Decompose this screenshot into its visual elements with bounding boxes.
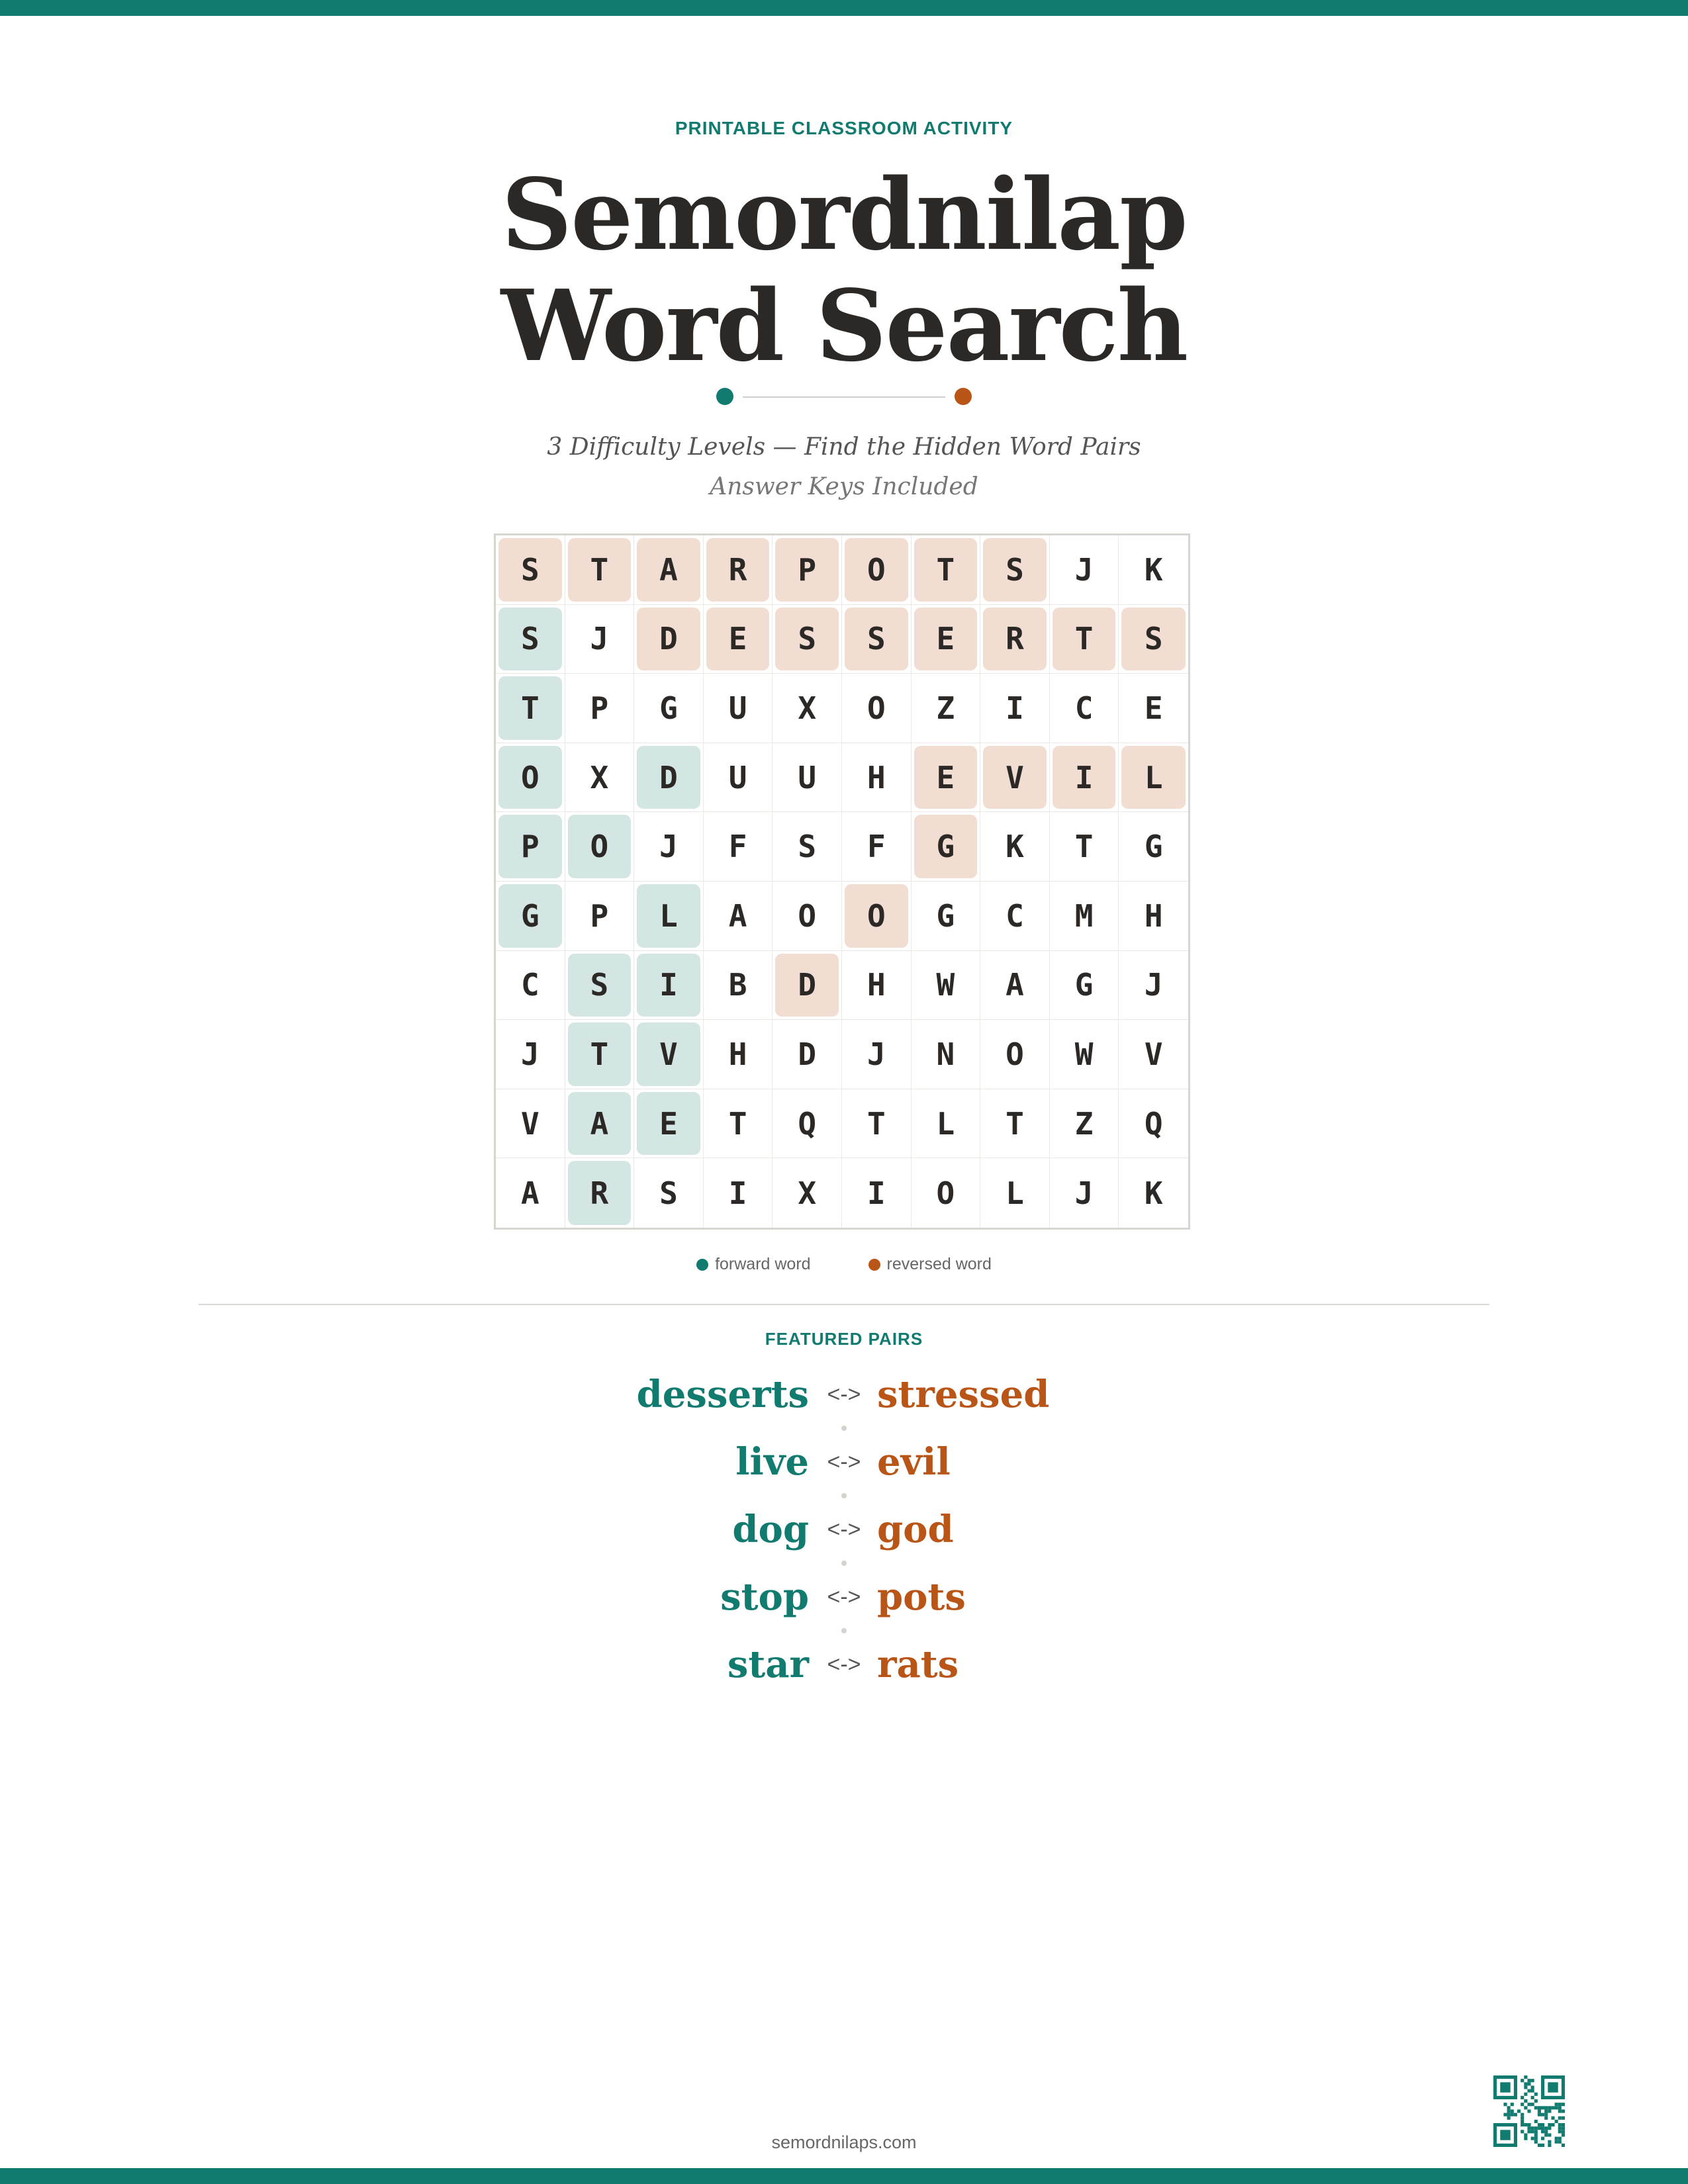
legend-reversed-label: reversed word: [886, 1255, 992, 1273]
grid-letter: L: [1144, 759, 1163, 796]
grid-cell: [496, 535, 565, 605]
grid-cell: [980, 743, 1050, 813]
grid-letter: I: [659, 967, 678, 1003]
pair-arrow: <->: [827, 1382, 861, 1407]
grid-letter: T: [728, 1105, 747, 1142]
grid-cell: [1119, 1089, 1188, 1159]
grid-cell: [634, 812, 704, 882]
grid-cell: [496, 951, 565, 1021]
grid-letter: L: [936, 1105, 955, 1142]
grid-cell: [634, 743, 704, 813]
grid-cell: [565, 1020, 635, 1089]
grid-cell: [634, 882, 704, 951]
grid-letter: V: [1006, 759, 1024, 796]
grid-cell: [842, 1158, 912, 1228]
grid-letter: P: [590, 897, 609, 934]
grid-letter: Z: [936, 690, 955, 726]
grid-cell: [565, 812, 635, 882]
grid-letter: I: [1074, 759, 1094, 796]
grid-cell: [1119, 743, 1188, 813]
grid-cell: [704, 535, 773, 605]
grid-cell: [704, 1158, 773, 1228]
grid-cell: [1119, 535, 1188, 605]
legend-reversed: [868, 1255, 992, 1274]
grid-cell: [634, 1158, 704, 1228]
grid-cell: [773, 812, 842, 882]
pairs-list: [0, 1365, 1688, 1702]
pair-separator-dot: [841, 1561, 847, 1566]
grid-cell: [1119, 1020, 1188, 1089]
grid-cell: [1119, 812, 1188, 882]
grid-letter: S: [798, 829, 817, 865]
grid-letter: U: [728, 759, 747, 796]
grid-cell: [842, 605, 912, 674]
grid-cell: [704, 882, 773, 951]
pair-reversed-word: pots: [877, 1575, 966, 1619]
grid-letter: V: [1144, 1036, 1163, 1072]
grid-cell: [565, 882, 635, 951]
grid-cell: [842, 743, 912, 813]
grid-cell: [704, 674, 773, 743]
grid-letter: L: [659, 897, 678, 934]
grid-cell: [634, 535, 704, 605]
grid-letter: U: [798, 759, 817, 796]
grid-letter: T: [520, 690, 539, 726]
grid-letter: E: [728, 621, 747, 657]
grid-cell: [773, 1158, 842, 1228]
grid-letter: I: [867, 1175, 886, 1211]
grid-cell: [773, 1089, 842, 1159]
grid-letter: T: [590, 551, 609, 588]
grid-cell: [842, 535, 912, 605]
grid-letter: E: [936, 621, 955, 657]
grid-cell: [773, 1020, 842, 1089]
grid-letter: P: [798, 551, 817, 588]
grid-letter: G: [520, 897, 539, 934]
grid-cell: [980, 812, 1050, 882]
grid-cell: [773, 535, 842, 605]
grid-cell: [704, 951, 773, 1021]
grid-cell: [980, 1020, 1050, 1089]
grid-letter: T: [1074, 829, 1094, 865]
grid-cell: [565, 605, 635, 674]
word-search-grid: [494, 533, 1190, 1230]
grid-cell: [1050, 951, 1119, 1021]
grid-letter: U: [728, 690, 747, 726]
grid-cell: [773, 882, 842, 951]
grid-cell: [773, 674, 842, 743]
eyebrow-label: PRINTABLE CLASSROOM ACTIVITY: [675, 118, 1013, 138]
grid-cell: [912, 743, 981, 813]
legend: [0, 1255, 1688, 1275]
grid-letter: X: [798, 690, 817, 726]
grid-cell: [634, 605, 704, 674]
grid-letter: Z: [1074, 1105, 1094, 1142]
pair-reversed-word: god: [877, 1508, 954, 1551]
pair-row: [0, 1567, 1688, 1635]
grid-cell: [496, 1158, 565, 1228]
grid-letter: N: [936, 1036, 955, 1072]
grid-letter: I: [728, 1175, 747, 1211]
legend-forward: [696, 1255, 811, 1274]
grid-letter: M: [1074, 897, 1094, 934]
grid-cell: [842, 1089, 912, 1159]
grid-cell: [980, 882, 1050, 951]
grid-letter: O: [590, 829, 609, 865]
grid-letter: H: [728, 1036, 747, 1072]
grid-letter: G: [936, 829, 955, 865]
grid-letter: S: [520, 551, 539, 588]
grid-letter: F: [728, 829, 747, 865]
grid-letter: J: [1074, 551, 1094, 588]
grid-letter: H: [867, 967, 886, 1003]
grid-cell: [496, 605, 565, 674]
pair-forward-word: live: [735, 1440, 809, 1484]
grid-cell: [912, 674, 981, 743]
legend-forward-label: forward word: [715, 1255, 811, 1273]
grid-letter: Q: [1144, 1105, 1163, 1142]
grid-cell: [1050, 535, 1119, 605]
top-color-band: [0, 0, 1688, 16]
section-divider: [199, 1304, 1489, 1305]
divider-line: [743, 396, 945, 398]
qr-code-icon: [1493, 2075, 1565, 2147]
grid-letter: P: [520, 829, 539, 865]
grid-cell: [704, 1089, 773, 1159]
grid-letter: C: [1074, 690, 1094, 726]
grid-cell: [496, 1020, 565, 1089]
subtitle: [0, 428, 1688, 507]
grid-cell: [842, 1020, 912, 1089]
grid-letter: X: [590, 759, 609, 796]
forward-dot-icon: [696, 1259, 708, 1271]
grid-letter: E: [659, 1105, 678, 1142]
grid-cell: [773, 743, 842, 813]
pair-separator-dot: [841, 1628, 847, 1633]
grid-letter: V: [520, 1105, 539, 1142]
title-line-2: Word Search: [500, 268, 1188, 383]
grid-cell: [565, 535, 635, 605]
grid-cell: [1119, 882, 1188, 951]
grid-cell: [634, 951, 704, 1021]
grid-cell: [842, 951, 912, 1021]
grid-cell: [496, 882, 565, 951]
pair-separator-dot: [841, 1426, 847, 1431]
pair-arrow: <->: [827, 1517, 861, 1542]
grid-letter: E: [936, 759, 955, 796]
grid-cell: [634, 1020, 704, 1089]
grid-cell: [496, 1089, 565, 1159]
grid-letter: J: [867, 1036, 886, 1072]
grid-letter: A: [520, 1175, 539, 1211]
grid-cell: [565, 951, 635, 1021]
grid-cell: [704, 1020, 773, 1089]
grid-letter: H: [1144, 897, 1163, 934]
grid-letter: K: [1006, 829, 1024, 865]
grid-cell: [980, 1089, 1050, 1159]
grid-cell: [842, 674, 912, 743]
grid-cell: [912, 812, 981, 882]
grid-letter: O: [867, 551, 886, 588]
pair-reversed-word: rats: [877, 1643, 959, 1686]
grid-cell: [1050, 1089, 1119, 1159]
grid-cell: [773, 605, 842, 674]
teal-dot-icon: [716, 388, 733, 405]
pair-forward-word: desserts: [636, 1373, 809, 1416]
grid-cell: [634, 1089, 704, 1159]
grid-letter: J: [590, 621, 609, 657]
pairs-heading: FEATURED PAIRS: [765, 1329, 923, 1349]
title-divider: [716, 388, 972, 406]
grid-cell: [704, 743, 773, 813]
pair-forward-word: dog: [732, 1508, 809, 1551]
grid-letter: O: [936, 1175, 955, 1211]
grid-cell: [912, 535, 981, 605]
grid-cell: [496, 743, 565, 813]
grid-cell: [980, 951, 1050, 1021]
grid-letter: B: [728, 967, 747, 1003]
grid-cell: [912, 951, 981, 1021]
grid-letter: S: [867, 621, 886, 657]
pair-forward-word: star: [727, 1643, 809, 1686]
subtitle-line-2: Answer Keys Included: [710, 473, 978, 500]
grid-letter: G: [1144, 829, 1163, 865]
grid-letter: R: [590, 1175, 609, 1211]
grid-letter: O: [867, 897, 886, 934]
grid-cell: [1119, 674, 1188, 743]
grid-letter: L: [1006, 1175, 1024, 1211]
grid-cell: [912, 1089, 981, 1159]
grid-letter: A: [1006, 967, 1024, 1003]
pair-arrow: <->: [827, 1652, 861, 1677]
pair-reversed-word: stressed: [877, 1373, 1050, 1416]
grid-letter: T: [936, 551, 955, 588]
footer-website: semordnilaps.com: [771, 2132, 917, 2152]
subtitle-line-1: 3 Difficulty Levels — Find the Hidden Word Pairs: [547, 433, 1141, 461]
reversed-dot-icon: [868, 1259, 880, 1271]
pair-separator-dot: [841, 1493, 847, 1498]
grid-letter: J: [520, 1036, 539, 1072]
pair-row: [0, 1432, 1688, 1500]
grid-letter: A: [590, 1105, 609, 1142]
grid-cell: [496, 812, 565, 882]
grid-letter: D: [798, 1036, 817, 1072]
grid-cell: [1050, 605, 1119, 674]
grid-letter: I: [1006, 690, 1024, 726]
grid-letter: G: [1074, 967, 1094, 1003]
title-line-1: Semordnilap: [501, 157, 1187, 272]
grid-letter: H: [867, 759, 886, 796]
grid-cell: [565, 1089, 635, 1159]
grid-letter: C: [520, 967, 539, 1003]
grid-letter: S: [590, 967, 609, 1003]
grid-cell: [634, 674, 704, 743]
grid-letter: S: [520, 621, 539, 657]
pair-row: [0, 1500, 1688, 1567]
grid-cell: [1050, 812, 1119, 882]
grid-cell: [1119, 951, 1188, 1021]
grid-cell: [912, 605, 981, 674]
grid-letter: O: [798, 897, 817, 934]
grid-letter: J: [1144, 967, 1163, 1003]
grid-cell: [1050, 674, 1119, 743]
grid-letter: Q: [798, 1105, 817, 1142]
grid-letter: W: [1074, 1036, 1094, 1072]
grid-letter: S: [798, 621, 817, 657]
grid-cell: [980, 674, 1050, 743]
grid-letter: T: [1006, 1105, 1024, 1142]
grid-letter: E: [1144, 690, 1163, 726]
grid-letter: S: [1006, 551, 1024, 588]
grid-letter: O: [1006, 1036, 1024, 1072]
grid-letter: O: [867, 690, 886, 726]
grid-letter: T: [867, 1105, 886, 1142]
bottom-color-band: [0, 2168, 1688, 2184]
grid-letter: G: [936, 897, 955, 934]
grid-letter: P: [590, 690, 609, 726]
grid-letter: J: [1074, 1175, 1094, 1211]
pair-row: [0, 1635, 1688, 1702]
grid-letter: X: [798, 1175, 817, 1211]
grid-letter: S: [659, 1175, 678, 1211]
grid-letter: D: [659, 759, 678, 796]
grid-letter: R: [728, 551, 747, 588]
pair-row: [0, 1365, 1688, 1432]
grid-letter: S: [1144, 621, 1163, 657]
grid-cell: [912, 1020, 981, 1089]
grid-cell: [1119, 605, 1188, 674]
grid-cell: [565, 1158, 635, 1228]
grid-cell: [912, 882, 981, 951]
grid-cell: [1050, 1158, 1119, 1228]
grid-letter: W: [936, 967, 955, 1003]
grid-cell: [565, 743, 635, 813]
grid-letter: J: [659, 829, 678, 865]
grid-cell: [912, 1158, 981, 1228]
pair-forward-word: stop: [720, 1575, 809, 1619]
grid-letter: K: [1144, 1175, 1163, 1211]
grid-letter: V: [659, 1036, 678, 1072]
grid-cell: [1050, 1020, 1119, 1089]
grid-letter: T: [590, 1036, 609, 1072]
grid-letter: T: [1074, 621, 1094, 657]
grid-cell: [1050, 882, 1119, 951]
grid-cell: [842, 812, 912, 882]
grid-letter: K: [1144, 551, 1163, 588]
grid-letter: R: [1006, 621, 1024, 657]
grid-letter: D: [798, 967, 817, 1003]
grid-letter: G: [659, 690, 678, 726]
grid-letter: A: [728, 897, 747, 934]
grid-cell: [1050, 743, 1119, 813]
grid-cell: [1119, 1158, 1188, 1228]
pair-arrow: <->: [827, 1584, 861, 1610]
grid-cell: [704, 605, 773, 674]
grid-cell: [773, 951, 842, 1021]
page-title: [0, 159, 1688, 381]
grid-cell: [980, 535, 1050, 605]
rust-dot-icon: [955, 388, 972, 405]
grid-cell: [842, 882, 912, 951]
grid-letter: D: [659, 621, 678, 657]
grid-letter: O: [520, 759, 539, 796]
grid-cell: [980, 605, 1050, 674]
grid-letter: F: [867, 829, 886, 865]
grid-cell: [980, 1158, 1050, 1228]
pair-arrow: <->: [827, 1449, 861, 1475]
grid-letter: A: [659, 551, 678, 588]
grid-cell: [704, 812, 773, 882]
grid-letter: C: [1006, 897, 1024, 934]
pair-reversed-word: evil: [877, 1440, 951, 1484]
grid-cell: [496, 674, 565, 743]
grid-cell: [565, 674, 635, 743]
